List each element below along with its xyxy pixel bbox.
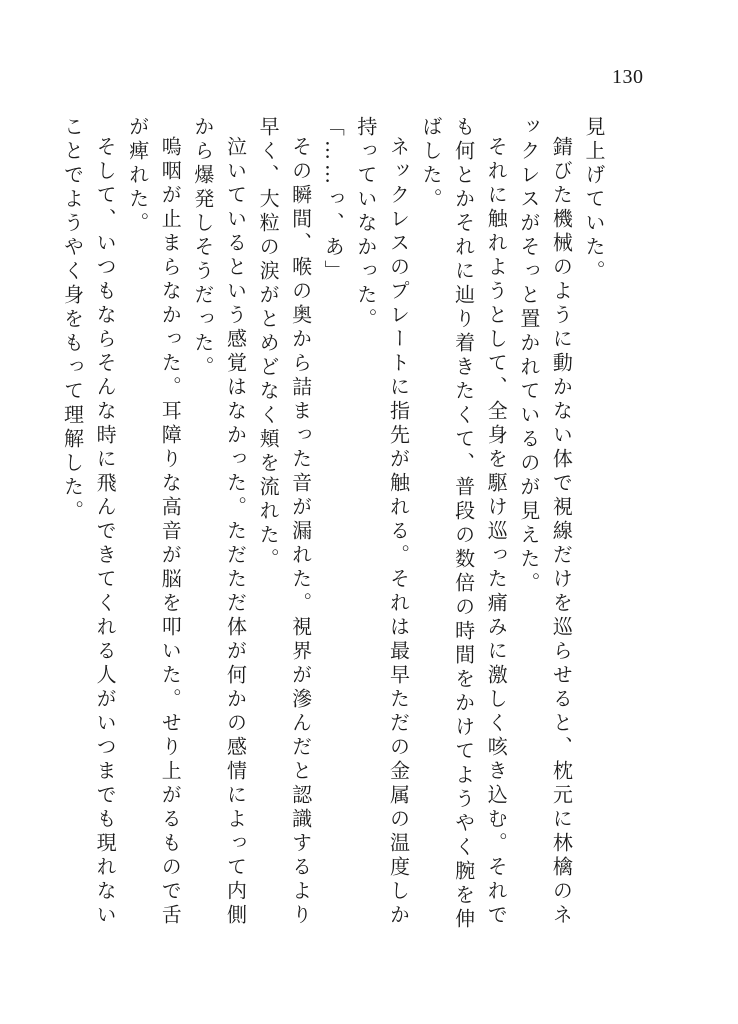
paragraph: 泣いているという感覚はなかった。ただただ体が何かの感情によって内側から爆発しそうだった。 (190, 116, 248, 928)
page-number: 130 (612, 66, 644, 88)
paragraph: それに触れようとして、全身を駆け巡った痛みに激しく咳き込む。それでも何とかそれに辿り着きたくて、普段の数倍の時間をかけてようやく腕を伸ばした。 (419, 116, 509, 932)
novel-text-body (60, 116, 610, 946)
paragraph: その瞬間、喉の奥から詰まった音が漏れた。視界が滲んだと認識するより早く、大粒の涙がとめどなく頬を流れた。 (256, 116, 313, 928)
paragraph: ネックレスのプレートに指先が触れる。それは最早ただの金属の温度しか持っていなかった。 (353, 116, 411, 928)
dialogue-line: 「……っ、あ」 (321, 116, 346, 284)
paragraph: 嗚咽が止まらなかった。耳障りな高音が脳を叩いた。せり上がるもので舌が痺れた。 (125, 116, 183, 928)
paragraph: 錆びた機械のように動かない体で視線だけを巡らせると、枕元に林檎のネックレスがそっと置かれているのが見えた。 (516, 116, 574, 928)
paragraph: そして、いつもならそんな時に飛んできてくれる人がいつまでも現れないことでようやく身をもって理解した。 (60, 116, 118, 928)
paragraph: 見上げていた。 (582, 116, 606, 284)
